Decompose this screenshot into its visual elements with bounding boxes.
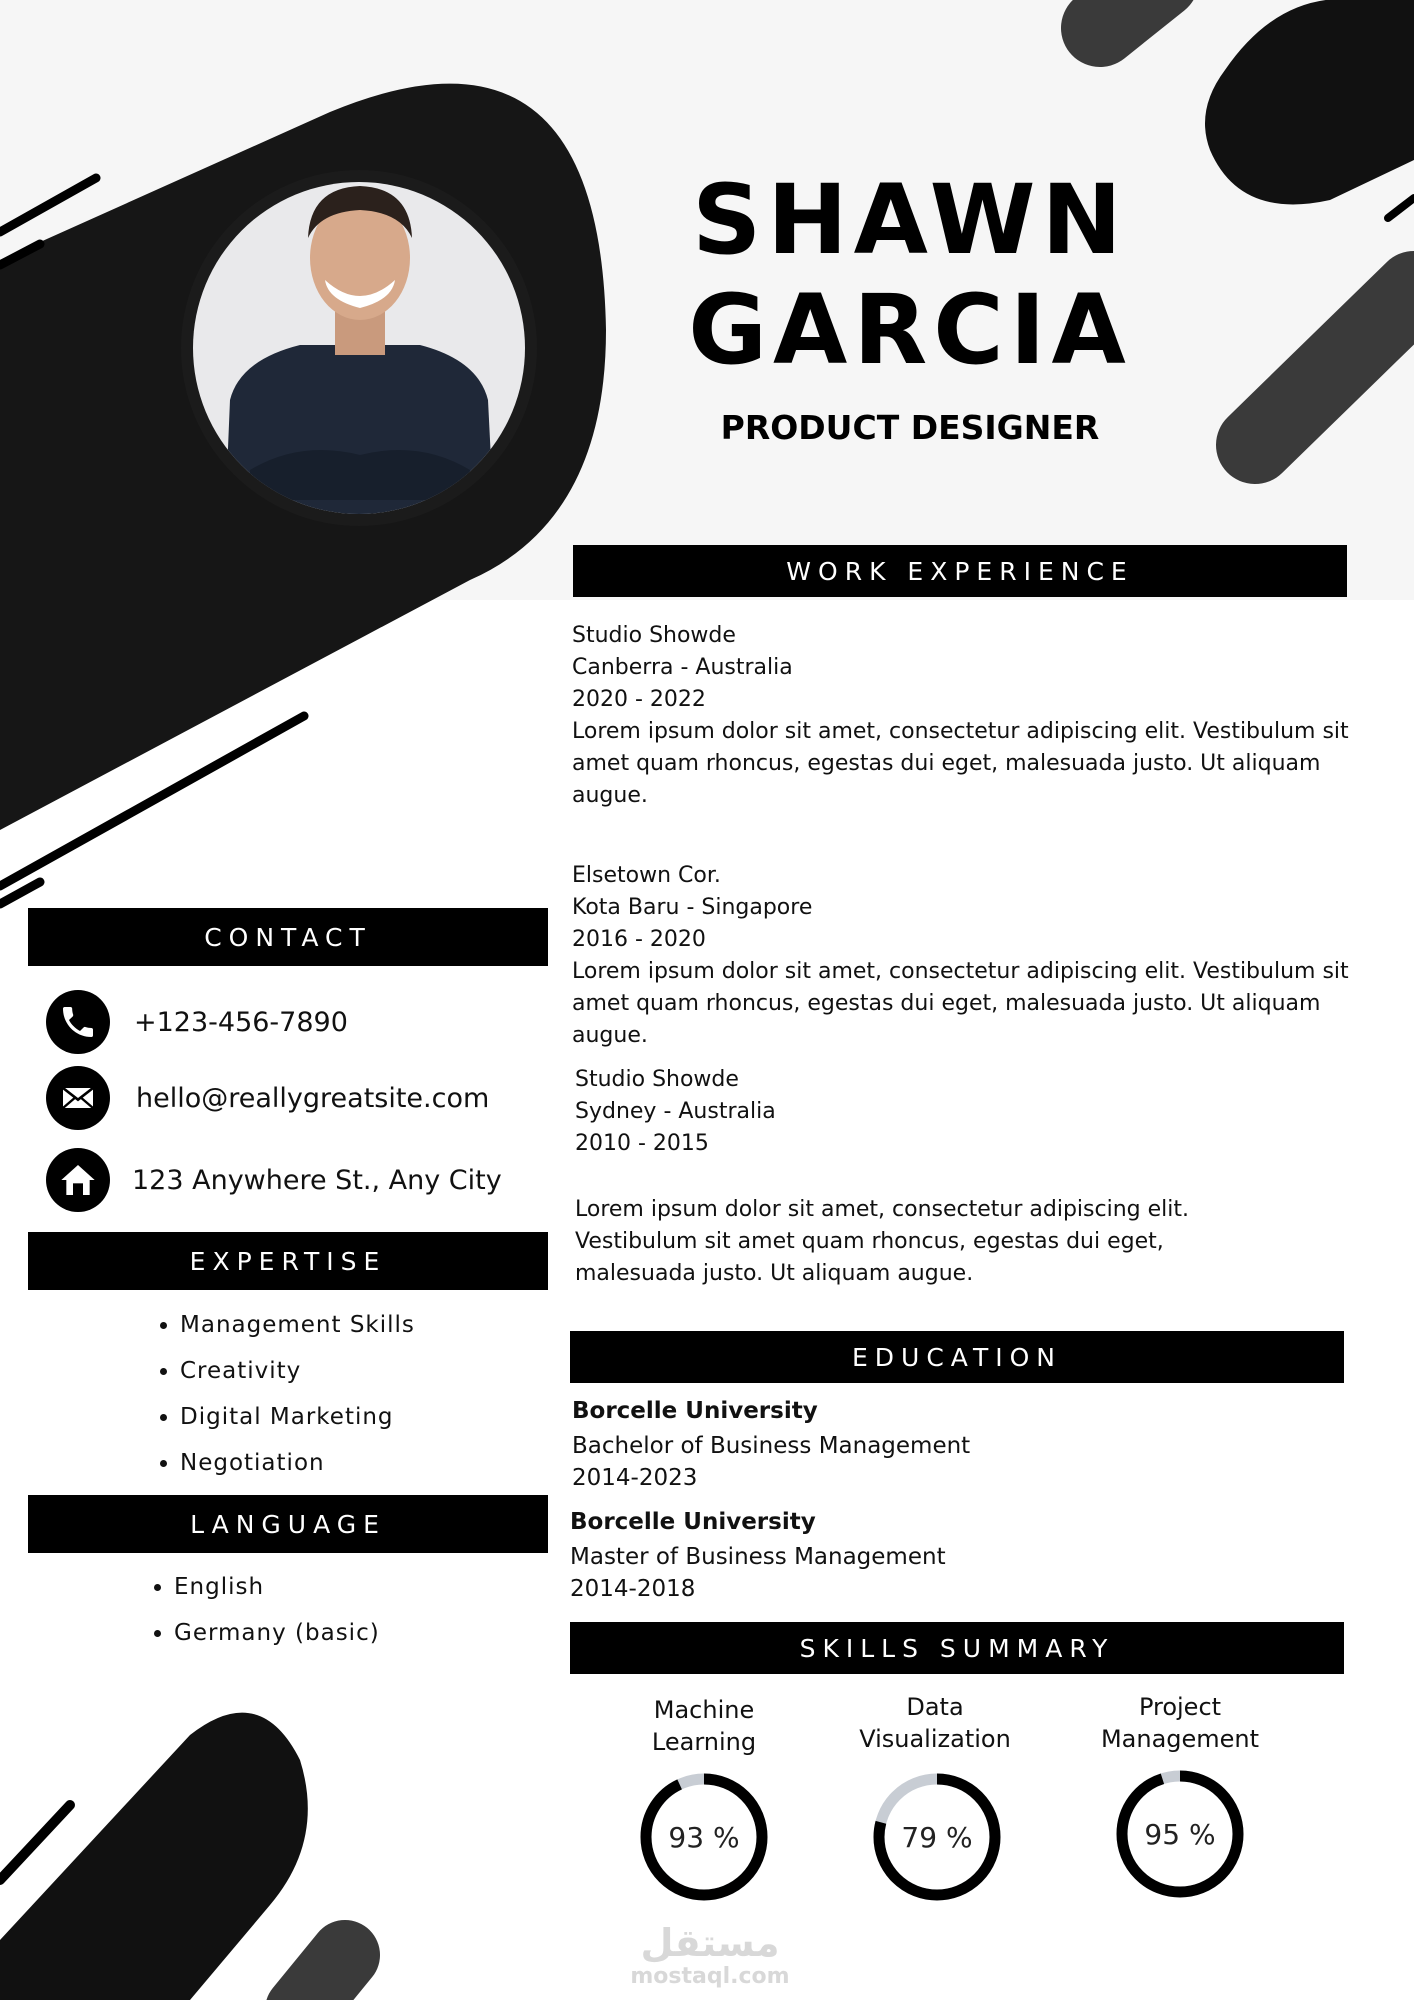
last-name: GARCIA [688,274,1132,386]
education-years: 2014-2023 [572,1465,698,1491]
skill-name-line: Management [1100,1725,1260,1753]
work-description: Lorem ipsum dolor sit amet, consectetur adipiscing elit. Vestibulum sit amet quam rhoncus, egestas dui eget, malesuada justo. Ut aliquam augue. [575,1197,1189,1286]
profile-photo [181,170,537,526]
language-list [144,1564,380,1656]
education-school: Borcelle University [570,1509,816,1535]
education-header: EDUCATION [570,1331,1344,1383]
expertise-item: • Creativity [180,1348,415,1394]
street-address: 123 Anywhere St., Any City [132,1164,502,1196]
email-address: hello@reallygreatsite.com [136,1082,490,1114]
work-years: 2020 - 2022 [572,687,706,712]
skill-name-line: Project [1138,1693,1222,1721]
language-header: LANGUAGE [28,1495,548,1553]
accent-line [0,1805,70,1880]
skill-name-line: Data [906,1693,964,1721]
work-company: Studio Showde [572,623,736,648]
skill-percent: 79 % [901,1820,973,1854]
skill-ring-machine-learning [638,1771,770,1903]
work-company: Elsetown Cor. [572,863,721,888]
language-item: • English [174,1564,380,1610]
work-location: Sydney - Australia [575,1099,776,1124]
expertise-header: EXPERTISE [28,1232,548,1290]
gray-capsule [1100,0,1160,28]
skill-percent: 95 % [1144,1817,1216,1851]
skills-summary-header: SKILLS SUMMARY [570,1622,1344,1674]
envelope-icon [46,1066,110,1130]
job-title: PRODUCT DESIGNER [720,408,1100,447]
skill-name-project-management [1080,1691,1280,1755]
watermark-arabic: مستقل [640,1921,780,1965]
phone-number: +123-456-7890 [134,1006,348,1038]
expertise-item: • Negotiation [180,1440,415,1486]
phone-icon [46,990,110,1054]
work-location: Canberra - Australia [572,655,793,680]
skill-name-line: Learning [651,1728,757,1756]
work-description: Lorem ipsum dolor sit amet, consectetur adipiscing elit. Vestibulum sit amet quam rhoncus, egestas dui eget, malesuada justo. Ut aliquam augue. [572,959,1349,1048]
contact-header: CONTACT [28,908,548,966]
skill-ring-project-management [1114,1768,1246,1900]
watermark-latin: mostaql.com [630,1964,790,1989]
work-experience-header: WORK EXPERIENCE [573,545,1347,597]
black-blob-bottom [0,1713,308,2000]
education-entry-1 [572,1395,1072,1494]
gray-capsule [300,1955,345,2000]
work-entry-1 [572,620,1352,812]
first-name: SHAWN [692,164,1128,276]
contact-address[interactable] [46,1148,546,1212]
skill-name-line: Machine [653,1696,755,1724]
work-entry-3 [575,1064,1355,1290]
work-location: Kota Baru - Singapore [572,895,813,920]
skill-name-line: Visualization [859,1725,1011,1753]
skill-percent: 93 % [668,1820,740,1854]
contact-phone[interactable] [46,990,546,1054]
skill-name-machine-learning [604,1694,804,1758]
expertise-item: • Management Skills [180,1302,415,1348]
work-years: 2016 - 2020 [572,927,706,952]
skill-ring-data-visualization [871,1771,1003,1903]
home-icon [46,1148,110,1212]
work-description: Lorem ipsum dolor sit amet, consectetur adipiscing elit. Vestibulum sit amet quam rhoncus, egestas dui eget, malesuada justo. Ut aliquam augue. [572,719,1349,808]
education-degree: Master of Business Management [570,1544,946,1570]
contact-email[interactable] [46,1066,546,1130]
watermark [610,1922,810,1989]
expertise-item: • Digital Marketing [180,1394,415,1440]
skill-name-data-visualization [835,1691,1035,1755]
education-degree: Bachelor of Business Management [572,1433,971,1459]
education-years: 2014-2018 [570,1576,696,1602]
work-company: Studio Showde [575,1067,739,1092]
work-entry-2 [572,860,1352,1052]
language-item: • Germany (basic) [174,1610,380,1656]
education-school: Borcelle University [572,1398,818,1424]
work-years: 2010 - 2015 [575,1131,709,1156]
expertise-list [150,1302,415,1486]
education-entry-2 [570,1506,1070,1605]
